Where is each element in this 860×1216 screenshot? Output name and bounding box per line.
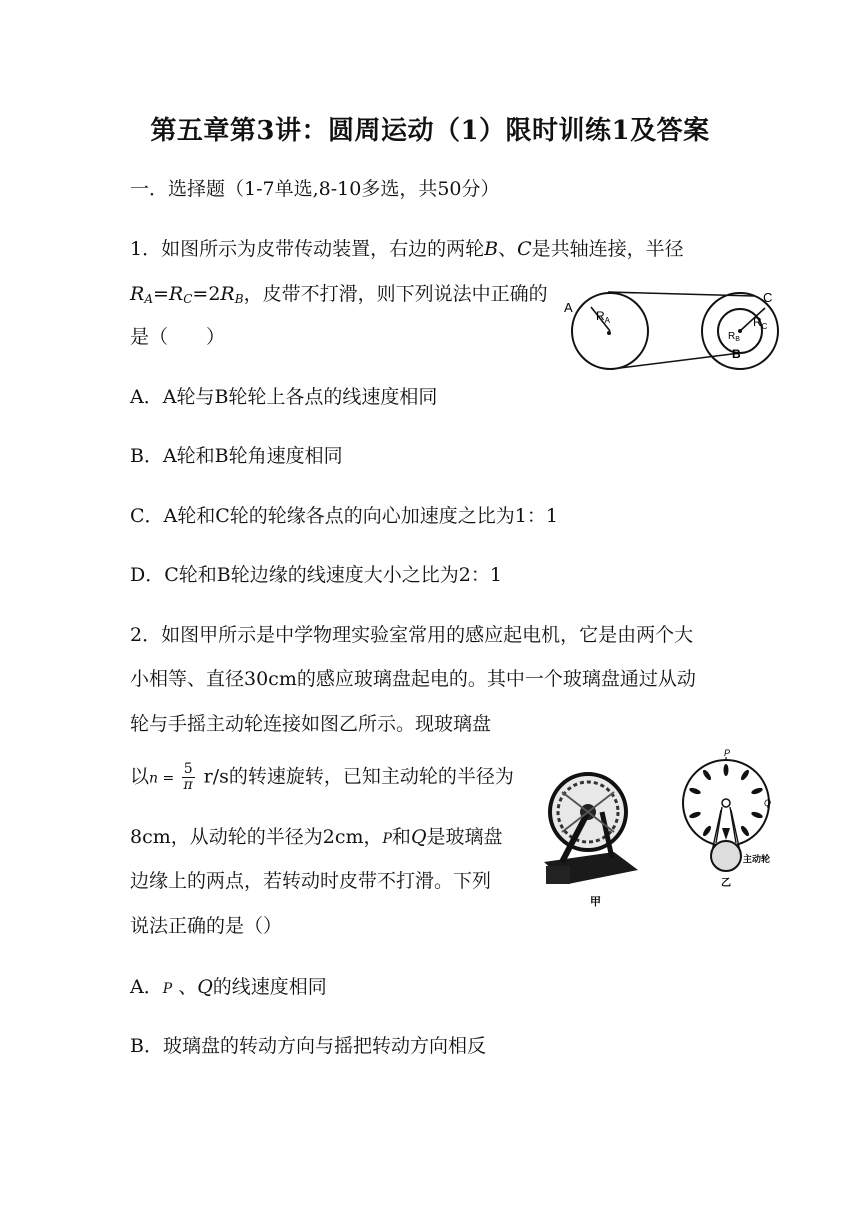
q1-stem-line2: $R_A=R_C=2R_B$，皮带不打滑，则下列说法中正确的 — [130, 283, 548, 306]
figure-label-yi: 乙 — [721, 878, 731, 889]
electrostatic-machine-figure — [542, 762, 642, 912]
q1-option-d: D．C轮和B轮边缘的线速度大小之比为2：1 — [130, 564, 502, 586]
svg-text:RA: $R_A$ — [596, 309, 611, 325]
q2-stem-line4: 以n = $\frac{5}{\pi}$ r/s的转速旋转，已知主动轮的半径为 — [130, 761, 514, 793]
glass-disk-figure — [676, 748, 786, 898]
q2-stem-line6: 边缘上的两点，若转动时皮带不打滑。下列 — [130, 870, 492, 892]
q2-stem-line7: 说法正确的是（） — [130, 915, 283, 937]
q1-stem-line1: 1．如图所示为皮带传动装置，右边的两轮B、C是共轴连接，半径 — [130, 238, 684, 260]
main-wheel-label: 主动轮 — [743, 854, 771, 864]
q2-stem-line3: 轮与手摇主动轮连接如图乙所示。现玻璃盘 — [130, 713, 492, 735]
belt-drive-figure — [560, 286, 786, 376]
label-a: A — [564, 300, 573, 315]
q1-option-c: C．A轮和C轮的轮缘各点的向心加速度之比为1：1 — [130, 505, 558, 527]
point-p-label: P — [724, 748, 731, 758]
label-c: C — [763, 290, 773, 305]
page-title: 第五章第3讲：圆周运动（1）限时训练1及答案 — [150, 116, 710, 146]
q1-option-a: A．A轮与B轮轮上各点的线速度相同 — [130, 386, 438, 408]
q1-option-b: B．A轮和B轮角速度相同 — [130, 445, 343, 467]
q2-option-a: A．P 、Q的线速度相同 — [130, 976, 327, 998]
svg-text:RB: $R_B$ — [728, 331, 740, 343]
label-b: B — [732, 347, 741, 361]
q2-option-b: B．玻璃盘的转动方向与摇把转动方向相反 — [130, 1035, 486, 1057]
speed-fraction: $\frac{5}{\pi}$ — [183, 761, 193, 793]
point-q-label: Q — [764, 798, 772, 808]
q2-stem-line5: 8cm，从动轮的半径为2cm，P和Q是玻璃盘 — [130, 826, 503, 848]
svg-text:RC: $R_C$ — [753, 315, 768, 331]
q1-stem-line3: 是（ ） — [130, 326, 226, 348]
section-heading: 一．选择题（1-7单选,8-10多选，共50分） — [130, 178, 500, 200]
q2-stem-line2: 小相等、直径30cm的感应玻璃盘起电的。其中一个玻璃盘通过从动 — [130, 668, 696, 690]
figure-label-jia: 甲 — [590, 896, 601, 908]
q2-stem-line1: 2．如图甲所示是中学物理实验室常用的感应起电机，它是由两个大 — [130, 624, 694, 646]
